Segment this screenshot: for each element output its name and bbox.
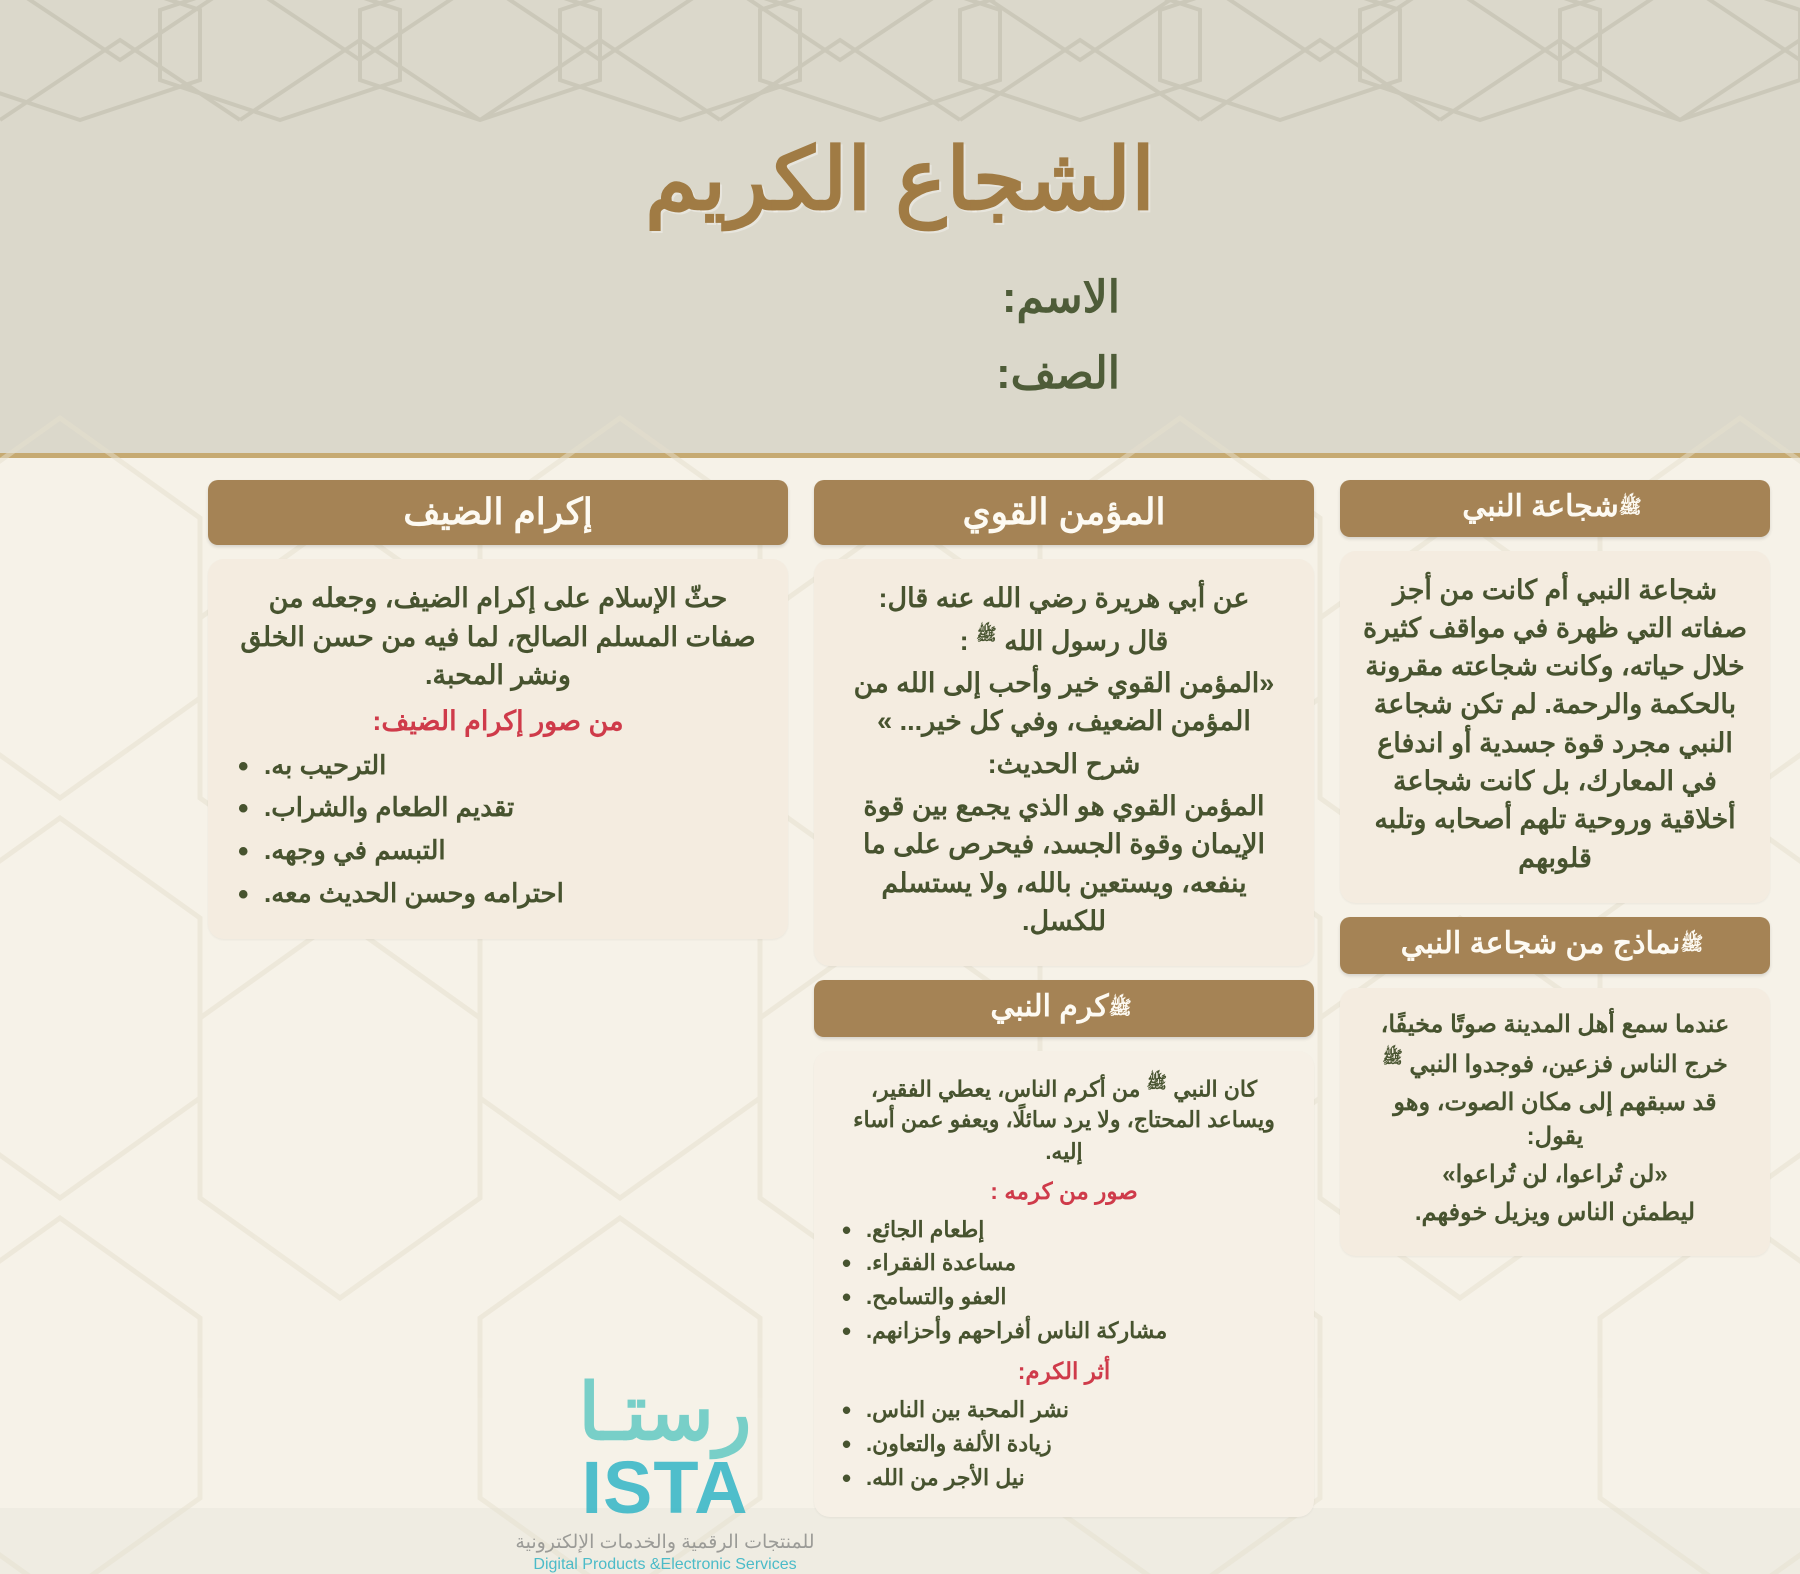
generosity-intro-b: من أكرم الناس، يعطي الفقير، ويساعد المحتاج، ولا يرد سائلًا، ويعفو عمن أساء إليه. [853, 1076, 1275, 1164]
section-header-label: إكرام الضيف [403, 491, 593, 532]
generosity-intro-a: كان النبي [1173, 1076, 1258, 1102]
list-item: الترحيب به. • [230, 747, 766, 785]
hadith-explanation-label: شرح الحديث: [987, 748, 1141, 779]
pbuh-icon: ﷺ [1108, 997, 1132, 1019]
examples-line-2-text: خرج الناس فزعين، فوجدوا النبي [1409, 1050, 1728, 1078]
pbuh-icon: ﷺ [1146, 1072, 1168, 1092]
card-strong-believer [814, 559, 1314, 966]
section-header-label: شجاعة النبي [1462, 490, 1619, 523]
card-honoring-guest [208, 559, 788, 939]
honoring-guest-subtitle: من صور إكرام الضيف: [372, 706, 624, 737]
content-columns [0, 458, 1800, 1508]
list-item: العفو والتسامح. • [836, 1281, 1292, 1313]
list-item: التبسم في وجهه. • [230, 832, 766, 870]
section-header-prophet-courage [1340, 480, 1770, 537]
section-header-label: المؤمن القوي [962, 491, 1166, 532]
list-item: إطعام الجائع. • [836, 1214, 1292, 1246]
hadith-said [836, 622, 1292, 660]
generosity-effects-list [836, 1394, 1292, 1494]
generosity-forms-list [836, 1214, 1292, 1348]
column-courage [1340, 480, 1770, 1508]
page-header [0, 0, 1800, 458]
watermark-subtitle-arabic: للمنتجات الرقمية والخدمات الإلكترونية [515, 1532, 815, 1553]
generosity-intro [836, 1071, 1292, 1167]
generosity-subtitle-forms: صور من كرمه : [990, 1177, 1138, 1204]
honoring-guest-list [230, 747, 766, 913]
student-class-field[interactable]: الصف: [996, 349, 1120, 398]
section-header-label: نماذج من شجاعة النبي [1400, 927, 1681, 961]
watermark-english: ISTA [581, 1446, 749, 1529]
page-title: الشجاع الكريم [645, 132, 1155, 228]
section-header-prophet-generosity [814, 980, 1314, 1037]
examples-line-2 [1362, 1046, 1748, 1082]
section-header-courage-examples [1340, 917, 1770, 974]
pbuh-icon: ﷺ [1680, 934, 1704, 956]
generosity-subtitle-effect: أثر الكرم: [1017, 1358, 1111, 1385]
card-courage-examples [1340, 988, 1770, 1256]
examples-line-3: قد سبقهم إلى مكان الصوت، وهو يقول: [1393, 1088, 1717, 1150]
examples-line-1: عندما سمع أهل المدينة صوتًا مخيفًا، [1380, 1010, 1730, 1038]
list-item: مشاركة الناس أفراحهم وأحزانهم. • [836, 1315, 1292, 1347]
hadith-narrator: عن أبي هريرة رضي الله عنه قال: [878, 583, 1250, 614]
worksheet-body [0, 458, 1800, 1573]
column-honoring-guest [208, 480, 788, 1508]
watermark-arabic: رستـا [578, 1368, 752, 1456]
list-item: احترامه وحسن الحديث معه. • [230, 875, 766, 913]
hadith-text: «المؤمن القوي خير وأحب إلى الله من المؤمن الضعيف، وفي كل خير... » [853, 668, 1275, 737]
section-header-label: كرم النبي [990, 990, 1109, 1024]
pbuh-icon: ﷺ [1618, 497, 1642, 519]
pbuh-icon: ﷺ [976, 624, 997, 644]
watermark-subtitle-english: Digital Products &Electronic Services [533, 1556, 797, 1573]
list-item: مساعدة الفقراء. • [836, 1247, 1292, 1279]
list-item: نيل الأجر من الله. • [836, 1462, 1292, 1494]
hadith-said-text: قال رسول الله [1004, 625, 1169, 656]
section-header-honoring-guest [208, 480, 788, 545]
pbuh-icon: ﷺ [1382, 1047, 1403, 1067]
card-prophet-generosity [814, 1051, 1314, 1518]
examples-line-4: ليطمئن الناس ويزيل خوفهم. [1414, 1199, 1696, 1227]
examples-quote: «لن تُراعوا، لن تُراعوا» [1442, 1160, 1668, 1188]
list-item: زيادة الألفة والتعاون. • [836, 1428, 1292, 1460]
hadith-explanation: المؤمن القوي هو الذي يجمع بين قوة الإيمان وقوة الجسد، فيحرص على ما ينفعه، ويستعين بالله، ولا يستسلم للكسل. [862, 791, 1266, 937]
prophet-courage-text: شجاعة النبي أم كانت من أجز صفاته التي ظهرة في مواقف كثيرة خلال حياته، وكانت شجاعته مقرونة بالحكمة والرحمة. لم تكن شجاعة النبي مجرد قوة جسدية أو اندفاع في المعارك، بل كانت شجاعة أخلاقية وروحية تلهم أصحابه وتلبه قلوبهم [1362, 574, 1748, 873]
section-header-strong-believer [814, 480, 1314, 545]
student-name-field[interactable]: الاسم: [1001, 273, 1120, 322]
list-item: تقديم الطعام والشراب. • [230, 789, 766, 827]
column-strong-believer [814, 480, 1314, 1508]
hadith-said-colon: : [959, 625, 969, 656]
geometric-pattern-top [0, 0, 1800, 105]
list-item: نشر المحبة بين الناس. • [836, 1394, 1292, 1426]
honoring-guest-text: حثّ الإسلام على إكرام الضيف، وجعله من صفات المسلم الصالح، لما فيه من حسن الخلق ونشر المحبة. [240, 583, 756, 691]
card-prophet-courage [1340, 551, 1770, 904]
